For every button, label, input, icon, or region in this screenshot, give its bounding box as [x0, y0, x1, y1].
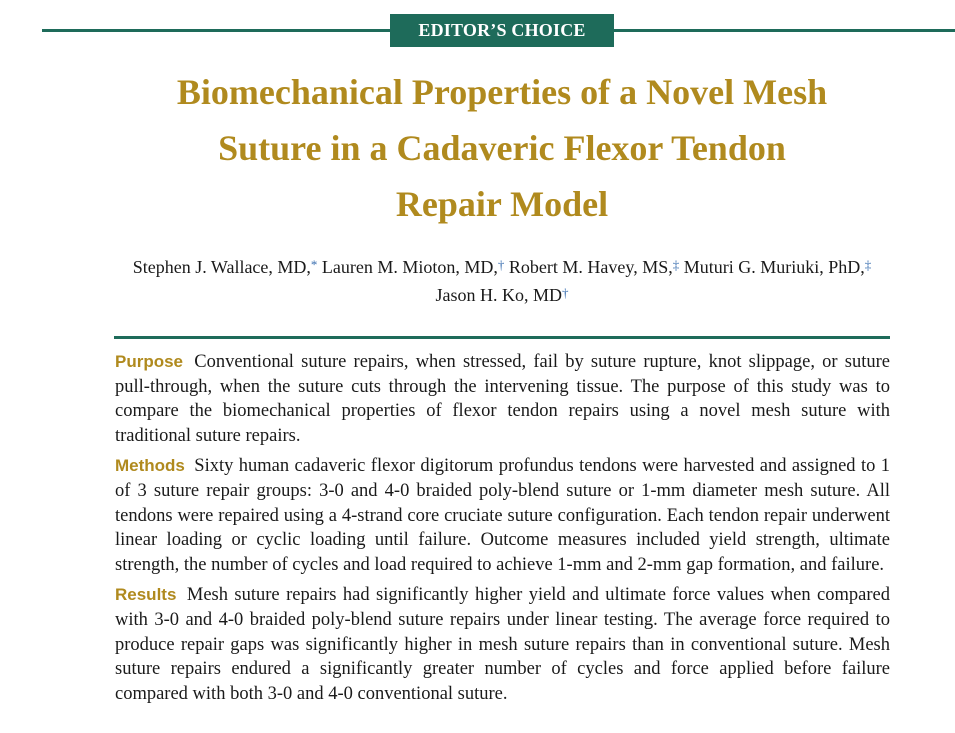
affiliation-mark: ‡	[672, 257, 680, 272]
section-text: Sixty human cadaveric flexor digitorum profundus tendons were harvested and assigned to 1 of 3 suture repair groups: 3-0 and 4-0 braided poly-blend suture or 1-mm diameter mesh suture. All tendons were repaired using a 4-strand core cruciate suture configuration. Each tendon repair underwent linear loading or cyclic loading until failure. Outcome measures included yield strength, ultimate strength, the number of cycles and load required to achieve 1-mm and 2-mm gap formation, and failure.	[115, 456, 890, 575]
affiliation-mark: *	[310, 257, 318, 272]
section-text: Conventional suture repairs, when stressed, fail by suture rupture, knot slippage, or suture pull-through, when the suture cuts through the intervening tissue. The purpose of this study was to compare the biomechanical properties of flexor tendon repairs using a novel mesh suture with traditional suture repairs.	[115, 352, 890, 446]
title-line: Suture in a Cadaveric Flexor Tendon	[218, 128, 786, 168]
author-line	[40, 280, 955, 308]
abstract-section-results	[115, 583, 890, 706]
header-rule-right	[614, 29, 955, 32]
author-name: Jason H. Ko, MD	[435, 285, 562, 305]
affiliation-mark: †	[497, 257, 505, 272]
abstract-rule	[114, 336, 890, 339]
abstract-section-methods	[115, 454, 890, 577]
abstract-section-purpose	[115, 350, 890, 448]
header-rule-left	[42, 29, 392, 32]
author-list	[40, 252, 955, 308]
author-name: Muturi G. Muriuki, PhD,	[683, 257, 865, 277]
title-line: Biomechanical Properties of a Novel Mesh	[176, 72, 828, 112]
section-label: Results	[115, 585, 177, 605]
affiliation-mark: †	[562, 285, 569, 300]
title-line: Repair Model	[395, 184, 609, 224]
author-line	[40, 252, 955, 280]
section-text: Mesh suture repairs had significantly higher yield and ultimate force values when compared with 3-0 and 4-0 braided poly-blend suture repairs under linear testing. The average force required to produce repair gaps was significantly higher in mesh suture repairs than in conventional suture. Mesh suture repairs endured a significantly greater number of cycles and force applied before failure compared with both 3-0 and 4-0 conventional suture.	[115, 585, 890, 704]
affiliation-mark: ‡	[864, 257, 872, 272]
article-title	[0, 64, 955, 232]
author-name: Lauren M. Mioton, MD,	[321, 257, 498, 277]
editors-choice-badge: EDITOR’S CHOICE	[390, 14, 614, 47]
abstract	[115, 350, 890, 712]
section-label: Purpose	[115, 352, 184, 371]
section-label: Methods	[115, 456, 185, 476]
author-name: Stephen J. Wallace, MD,	[132, 257, 311, 277]
author-name: Robert M. Havey, MS,	[508, 257, 673, 277]
